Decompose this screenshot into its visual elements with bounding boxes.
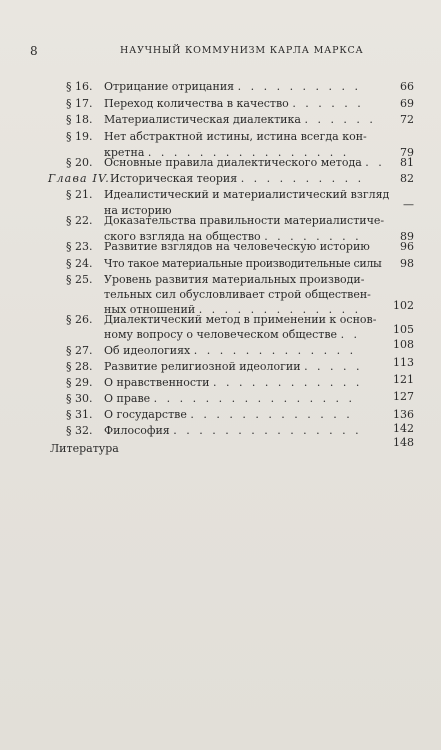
running-title: НАУЧНЫЙ КОММУНИЗМ КАРЛА МАРКСА <box>120 45 364 56</box>
toc-page-number: 82 <box>400 172 414 185</box>
toc-title: О нравственности . . . . . . . . . . . . <box>104 376 363 389</box>
toc-title-line-2: кретна . . . . . . . . . . . . . . . . <box>104 146 350 159</box>
toc-page-number: 105 <box>393 323 414 336</box>
toc-title: Основные правила диалектического метода . . <box>104 156 385 169</box>
page-header <box>30 44 421 60</box>
toc-section-number: § 22. <box>66 214 93 227</box>
toc-title: Отрицание отрицания . . . . . . . . . . <box>104 80 362 93</box>
toc-section-number: § 30. <box>66 392 93 405</box>
toc-section-number: § 18. <box>66 113 93 126</box>
toc-title: Развитие религиозной идеологии . . . . . <box>104 360 363 373</box>
toc-page-number: 79 <box>400 146 414 159</box>
toc-title-line-1: Диалектический метод в применении к основ- <box>104 313 377 326</box>
toc-page-number: 136 <box>393 408 414 421</box>
toc-page-number: 121 <box>393 373 414 386</box>
chapter-title: Историческая теория . . . . . . . . . . <box>110 172 365 185</box>
toc-title-line-1: Доказательства правильности материалистиче- <box>104 214 385 227</box>
toc-title-line-2: на историю <box>104 204 172 217</box>
toc-title: Материалистическая диалектика . . . . . . <box>104 113 376 126</box>
toc-page-number: 148 <box>393 436 414 449</box>
toc-title-line-1: Нет абстрактной истины, истина всегда кон- <box>104 130 367 143</box>
toc-section-number: § 26. <box>66 313 93 326</box>
toc-page-number: 72 <box>400 113 414 126</box>
toc-page-number: 142 <box>393 422 414 435</box>
toc-section-number: § 19. <box>66 130 93 143</box>
toc-page-number: 113 <box>393 356 414 369</box>
toc-title-line-1: Идеалистический и материалистический взгляд <box>104 188 390 201</box>
toc-title: О праве . . . . . . . . . . . . . . . . <box>104 392 356 405</box>
toc-page-number: 127 <box>393 390 414 403</box>
toc-section-number: § 25. <box>66 273 93 286</box>
toc-section-number: § 32. <box>66 424 93 437</box>
toc-section-number: § 21. <box>66 188 93 201</box>
toc-page-number: 102 <box>393 299 414 312</box>
toc-section-number: § 23. <box>66 240 93 253</box>
toc-page-number: 89 <box>400 230 414 243</box>
toc-section-number: § 17. <box>66 97 93 110</box>
chapter-label: Глава IV. <box>48 172 110 185</box>
toc-page-number: 66 <box>400 80 414 93</box>
toc-section-number: § 16. <box>66 80 93 93</box>
page-number: 8 <box>30 44 39 58</box>
toc-section-number: § 29. <box>66 376 93 389</box>
toc-title-line-2: ному вопросу о человеческом обществе . . <box>104 328 361 341</box>
toc-title-line-3: ных отношений . . . . . . . . . . . . . <box>104 303 362 316</box>
toc-title-line-2: ского взгляда на общество . . . . . . . . <box>104 230 362 243</box>
toc-title: Развитие взглядов на человеческую историю <box>104 240 370 253</box>
toc-section-number: § 24. <box>66 257 93 270</box>
toc-section-number: § 20. <box>66 156 93 169</box>
toc-page-number: 69 <box>400 97 414 110</box>
toc-title: О государстве . . . . . . . . . . . . . <box>104 408 353 421</box>
toc-title: Об идеологиях . . . . . . . . . . . . . <box>104 344 357 357</box>
toc-page-number: 108 <box>393 338 414 351</box>
toc-page-number: 98 <box>400 257 414 270</box>
toc-section-number: § 27. <box>66 344 93 357</box>
toc-section-number: § 28. <box>66 360 93 373</box>
toc-page-number: 96 <box>400 240 414 253</box>
toc-title: Что такое материальные производительные силы <box>104 257 382 270</box>
toc-title-line-1: Уровень развития материальных производи- <box>104 273 365 286</box>
toc-title: Переход количества в качество . . . . . . <box>104 97 364 110</box>
toc-page-number: 81 <box>400 156 414 169</box>
toc-title-line-2: тельных сил обусловливает строй обществен- <box>104 288 371 301</box>
toc-title: Философия . . . . . . . . . . . . . . . <box>104 424 362 437</box>
toc-title: Литература <box>50 442 119 455</box>
toc-section-number: § 31. <box>66 408 93 421</box>
toc-page-number: — <box>403 198 414 211</box>
